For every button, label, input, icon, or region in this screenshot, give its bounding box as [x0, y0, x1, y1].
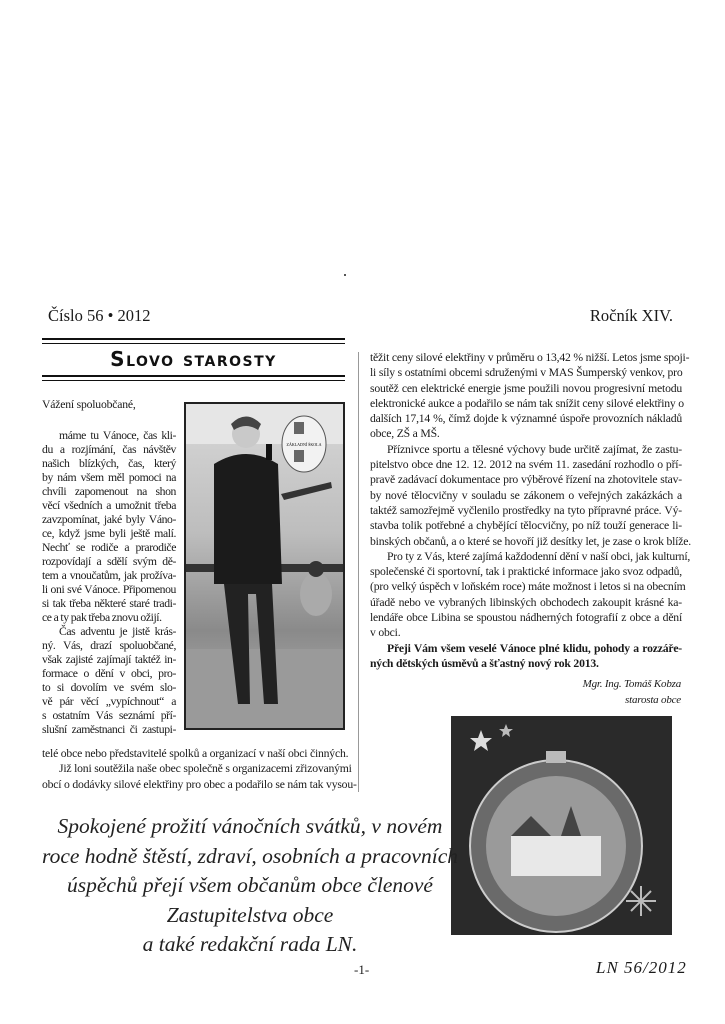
christmas-wish	[40, 812, 460, 960]
wish-line: Spokojené prožití vánočních svátků, v novém	[57, 814, 443, 838]
article-left-column-bottom	[42, 746, 357, 792]
wish-line: úspěchů přejí všem občanům obce členové	[67, 873, 433, 897]
column-divider	[358, 352, 359, 792]
page-dot	[344, 274, 346, 276]
issue-footer: LN 56/2012	[596, 958, 687, 977]
text-line: stavba tolik potřebné a chybějící tělocvičny, po níž touží generace li-	[370, 519, 682, 533]
text-line: ných dětských úsměvů a šťastný nový rok 2013.	[370, 656, 599, 670]
volume-number: Ročník XIV.	[589, 306, 673, 325]
text-line: li síly s ostatními obcemi sdruženými v MAS Šumperský venkov, pro	[370, 366, 683, 380]
text-line: si tak třeba některé staré tradi-	[42, 597, 176, 610]
text-line: chvíli zapomenout na shon	[42, 485, 176, 498]
text-line: by nám všem měl pomoci na	[42, 471, 176, 484]
wish-line: roce hodně štěstí, zdraví, osobních a pracovních	[42, 843, 458, 868]
text-line: Přeji Vám všem veselé Vánoce plné klidu, pohody a rozzáře-	[387, 641, 682, 655]
text-line: tem a vnoučatům, jak prožíva-	[42, 569, 176, 582]
text-line: věcí všedních a umožnit třeba	[42, 499, 176, 512]
mayor-photo	[184, 402, 345, 730]
text-line: formace o dění v obci, pro-	[42, 667, 176, 680]
text-line: Již loni soutěžila naše obec společně s organizacemi zřizovanými	[59, 762, 352, 776]
school-sign-text: ZÁKLADNÍ ŠKOLA	[286, 442, 322, 447]
text-line: však zajisté zajímají taktéž in-	[42, 653, 176, 666]
text-line: našich blízkých, čas, který	[42, 457, 176, 470]
wish-line: Zastupitelstva obce	[166, 902, 334, 927]
greeting: Vážení spoluobčané,	[42, 398, 136, 411]
text-line: telé obce nebo představitelé spolků a organizací v naší obci činných.	[42, 747, 349, 760]
christmas-ornament-image	[451, 716, 672, 935]
text-line: elektronické aukce a podařilo se nám tak snížit ceny silové elektřiny o	[370, 396, 684, 410]
text-line: Pro ty z Vás, které zajímá každodenní dění v naší obci, jak kulturní,	[387, 549, 691, 563]
text-line: ce a ty pak třeba znovu ožijí.	[42, 611, 162, 624]
text-line: ný. Vás, drazí spoluobčané,	[42, 639, 176, 652]
text-line: vě pár věcí „vypíchnout“ a	[42, 695, 176, 708]
issue-number: Číslo 56 • 2012	[48, 306, 151, 325]
text-line: lendáře obce Libina se spoustou nádherných fotografií z obce a dění	[370, 611, 682, 625]
signature	[370, 676, 681, 708]
text-line: obce, ZŠ a MŠ.	[370, 427, 440, 441]
text-line: soutěž cen elektrické energie jsme použili novou progresivní metodu	[370, 381, 682, 395]
text-line: by nové tělocvičny v souladu se zákonem o veřejných zakázkách a	[370, 488, 682, 502]
text-line: Čas adventu je jistě krás-	[59, 625, 176, 638]
text-line: rozpovídají a sdělí svým dě-	[42, 555, 176, 568]
article-left-column	[42, 429, 176, 737]
text-line: v obci.	[370, 626, 401, 640]
text-line: těžit ceny silové elektřiny v průměru o 13,42 % nižší. Letos jsme spoji-	[370, 351, 690, 364]
text-line: li oni své Vánoce. Připomenou	[42, 583, 176, 596]
article-title: Slovo starosty	[110, 347, 277, 371]
wish-line: a také redakční rada LN.	[142, 932, 358, 956]
title-rule-top	[42, 338, 345, 344]
text-line: společenské či sportovní, tak i praktické informace jako svoz odpadů,	[370, 565, 682, 579]
title-rule-bottom	[42, 375, 345, 381]
text-line: obcí o dodávky silové elektřiny pro obec a podařilo se nám tak vysou-	[42, 777, 357, 791]
text-line: dalších 17,14 %, čímž dojde k významné úspoře provozních nákladů	[370, 412, 682, 426]
article-right-column	[370, 350, 691, 671]
text-line: máme tu Vánoce, čas kli-	[59, 429, 176, 442]
text-line: binských občanů, a o které se hovoří již desítky let, je zase o krok blíže.	[370, 534, 691, 548]
page-number: -1-	[354, 962, 370, 977]
text-line: (pro velký úspěch v loňském roce) máte možnost i letos si na obecním	[370, 580, 686, 594]
text-line: s ostatním Vás seznámí pří-	[42, 709, 176, 722]
text-line: Příznivce sportu a tělesné výchovy bude určitě zajímat, že zastu-	[387, 442, 682, 456]
text-line: úřadě nebo ve vybraných libinských obchodech zakoupit krásné ka-	[370, 595, 682, 609]
signature-name: Mgr. Ing. Tomáš Kobza	[582, 678, 681, 690]
signature-role: starosta obce	[625, 694, 681, 706]
text-line: Nechť se rodiče a prarodiče	[42, 541, 176, 554]
text-line: slušní zaměstnanci či zastupi-	[42, 723, 176, 736]
text-line: ce, když jsme byli ještě malí.	[42, 527, 176, 540]
text-line: zavzpomínat, jaké byly Váno-	[42, 513, 176, 526]
text-line: taktéž samozřejmě vyčlenilo prostředky na tyto přípravné práce. Vý-	[370, 503, 682, 517]
text-line: du a rozjímání, čas návštěv	[42, 443, 176, 456]
text-line: pitelstvo obce dne 12. 12. 2012 na svém 11. zasedání rozhodlo o pří-	[370, 458, 682, 472]
text-line: to si dovolím ve svém slo-	[42, 681, 176, 694]
text-line: pravě zadávací dokumentace pro výběrové řízení na zhotovitele stav-	[370, 473, 682, 487]
